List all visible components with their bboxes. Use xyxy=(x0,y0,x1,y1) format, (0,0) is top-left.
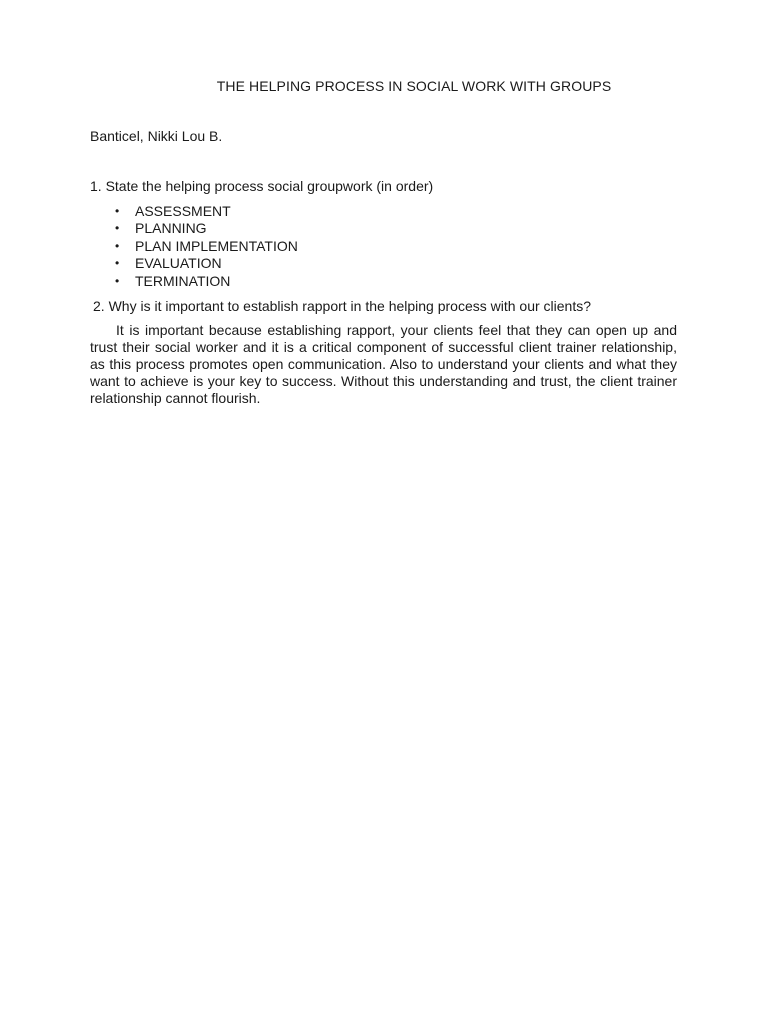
list-item xyxy=(115,237,298,255)
bullet-icon: • xyxy=(115,238,120,253)
bullet-icon: • xyxy=(115,273,120,288)
author-name: Banticel, Nikki Lou B. xyxy=(90,128,223,144)
list-item xyxy=(115,255,298,272)
step-label: PLANNING xyxy=(135,220,207,237)
helping-process-steps-list xyxy=(115,203,298,290)
question-2: 2. Why is it important to establish rapport in the helping process with our clients? xyxy=(93,298,592,314)
step-label: ASSESSMENT xyxy=(135,203,231,219)
bullet-icon: • xyxy=(115,256,120,271)
document-title: THE HELPING PROCESS IN SOCIAL WORK WITH GROUPS xyxy=(216,78,612,94)
list-item xyxy=(115,220,298,237)
list-item xyxy=(115,272,298,290)
step-label: EVALUATION xyxy=(135,255,222,272)
bullet-icon: • xyxy=(115,221,120,236)
step-label: TERMINATION xyxy=(135,272,231,289)
question-1: 1. State the helping process social groupwork (in order) xyxy=(90,178,434,194)
answer-paragraph: It is important because establishing rapport, your clients feel that they can open up and trust their social worker and it is a critical component of successful client trainer relationship, as this process promotes open communication. Also to understand your clients and what they want to achieve is your key to success. Without this understanding and trust, the client trainer relationship cannot flourish. xyxy=(90,322,677,406)
bullet-icon: • xyxy=(115,204,120,218)
step-label: PLAN IMPLEMENTATION xyxy=(135,237,298,254)
list-item xyxy=(115,203,298,220)
